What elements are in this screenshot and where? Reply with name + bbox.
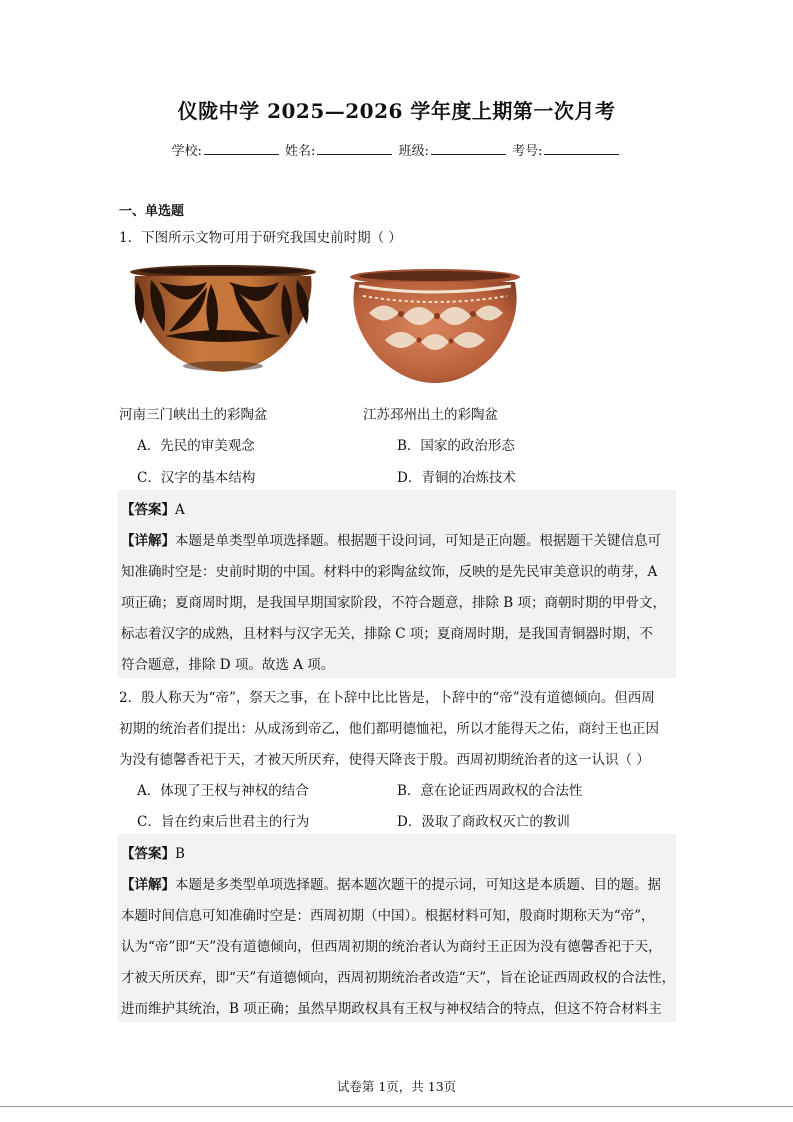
q1-answer-label: 【答案】 bbox=[121, 502, 175, 518]
q2-detail-line-4: 才被天所厌弃，即“天”有道德倾向，西周初期统治者改造“天”，旨在论证西周政权的合法性， bbox=[121, 970, 676, 986]
q1-detail-line-5: 符合题意，排除 D 项。故选 A 项。 bbox=[121, 657, 335, 673]
q2-detail-line-3: 认为“帝”即“天”没有道德倾向，但西周初期的统治者认为商纣王正因为没有德馨香祀于天， bbox=[121, 939, 662, 955]
q1-option-d[interactable]: D．青铜的冶炼技术 bbox=[397, 470, 516, 486]
q2-detail-line-5: 进而维护其统治，B 项正确；虽然早期政权具有王权与神权结合的特点，但这不符合材料主 bbox=[121, 1001, 662, 1017]
q2-detail-line-1: 【详解】本题是多类型单项选择题。据本题次题干的提示词，可知这是本质题、目的题。据 bbox=[121, 877, 661, 893]
field-id-blank bbox=[544, 142, 619, 155]
q1-caption-right: 江苏邳州出土的彩陶盆 bbox=[363, 407, 498, 423]
field-name-label: 姓名: bbox=[285, 144, 316, 159]
q2-option-d[interactable]: D．汲取了商政权灭亡的教训 bbox=[397, 814, 570, 830]
q1-detail-label: 【详解】 bbox=[121, 533, 175, 549]
q1-option-b[interactable]: B．国家的政治形态 bbox=[397, 438, 515, 454]
section-title: 一、单选题 bbox=[119, 204, 185, 219]
q1-option-a[interactable]: A．先民的审美观念 bbox=[137, 438, 255, 454]
field-id-label: 考号: bbox=[512, 144, 543, 159]
q1-detail-line-1: 【详解】本题是单类型单项选择题。根据题干设问词，可知是正向题。根据题干关键信息可 bbox=[121, 533, 661, 549]
q2-option-a[interactable]: A．体现了王权与神权的结合 bbox=[137, 783, 309, 799]
q2-detail-line-2: 本题时间信息可知准确时空是：西周初期（中国）。根据材料可知，殷商时期称天为“帝”， bbox=[121, 908, 655, 924]
exam-title: 仪陇中学 2025—2026 学年度上期第一次月考 bbox=[177, 99, 616, 123]
q2-option-b[interactable]: B．意在论证西周政权的合法性 bbox=[397, 783, 583, 799]
page-footer: 试卷第 1页，共 13页 bbox=[336, 1079, 457, 1094]
q2-answer bbox=[121, 842, 185, 862]
q1-detail-line-4: 标志着汉字的成熟，且材料与汉字无关，排除 C 项；夏商周时期，是我国青铜器时期，不 bbox=[121, 626, 653, 642]
q2-stem-line-2: 初期的统治者们提出：从成汤到帝乙，他们都明德恤祀，所以才能得天之佑，商纣王也正因 bbox=[119, 721, 659, 737]
field-school-blank bbox=[204, 142, 279, 155]
q1-answer-box bbox=[118, 490, 676, 678]
q1-detail-line-2: 知准确时空是：史前时期的中国。材料中的彩陶盆纹饰，反映的是先民审美意识的萌芽，A bbox=[121, 564, 658, 580]
q2-stem-line-3: 为没有德馨香祀于天，才被天所厌弃，使得天降丧于殷。西周初期统治者的这一认识（ ） bbox=[119, 752, 650, 768]
pottery-basin-pizhou-image bbox=[349, 268, 521, 384]
q2-answer-box bbox=[118, 834, 676, 1022]
q2-detail-label: 【详解】 bbox=[121, 877, 175, 893]
field-class-label: 班级: bbox=[398, 144, 429, 159]
pottery-basin-sanmenxia-image bbox=[129, 262, 319, 374]
q2-stem-line-1: 2．殷人称天为“帝”，祭天之事，在卜辞中比比皆是，卜辞中的“帝”没有道德倾向。但西周 bbox=[119, 690, 655, 706]
q2-answer-label: 【答案】 bbox=[121, 846, 175, 862]
q1-stem: 1．下图所示文物可用于研究我国史前时期（ ） bbox=[119, 230, 402, 246]
q1-answer-value: A bbox=[175, 502, 185, 518]
page-bottom-rule bbox=[0, 1106, 793, 1107]
q2-answer-value: B bbox=[175, 846, 185, 862]
student-info-line bbox=[0, 140, 793, 159]
field-name-blank bbox=[317, 142, 392, 155]
field-class-blank bbox=[431, 142, 506, 155]
q1-detail-line-3: 项正确；夏商周时期，是我国早期国家阶段，不符合题意，排除 B 项；商朝时期的甲骨文， bbox=[121, 595, 667, 611]
q1-option-c[interactable]: C．汉字的基本结构 bbox=[137, 470, 256, 486]
q1-answer bbox=[121, 498, 185, 518]
q2-option-c[interactable]: C．旨在约束后世君主的行为 bbox=[137, 814, 310, 830]
q1-caption-left: 河南三门峡出土的彩陶盆 bbox=[119, 407, 268, 423]
field-school-label: 学校: bbox=[171, 144, 202, 159]
